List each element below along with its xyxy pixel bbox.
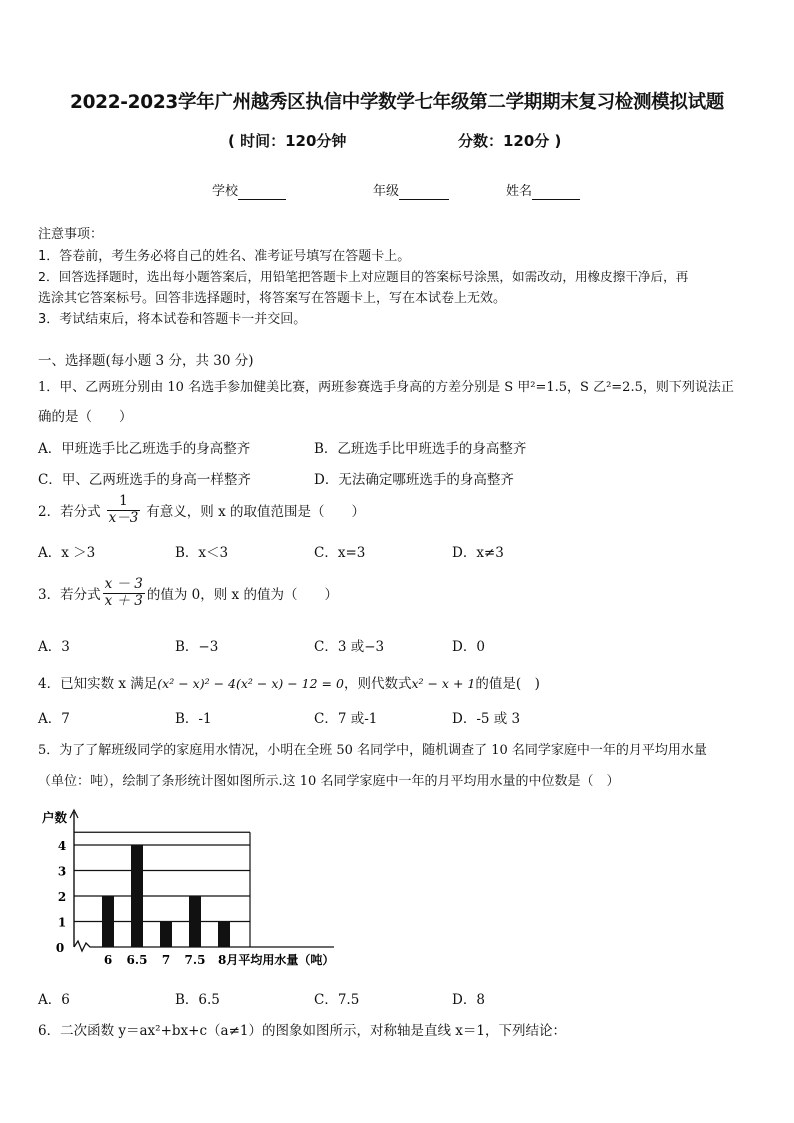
note-item: 1．答卷前，考生务必将自己的姓名、准考证号填写在答题卡上。 [38, 249, 411, 264]
q4-option-d[interactable]: D．-5 或 3 [452, 711, 521, 727]
q2-denominator: x－3 [108, 509, 139, 526]
name-label: 姓名 [506, 184, 533, 199]
y-tick-label: 4 [57, 839, 67, 853]
q3-numerator: x － 3 [104, 576, 143, 592]
x-tick-label: 7 [161, 953, 171, 967]
q2-fraction [107, 494, 141, 526]
q5-option-b[interactable]: B．6.5 [175, 992, 220, 1008]
grade-blank[interactable] [399, 184, 449, 200]
q5-option-a[interactable]: A．6 [38, 992, 70, 1008]
y-tick-label: 1 [57, 915, 67, 930]
section-heading: 一、选择题(每小题 3 分，共 30 分) [38, 353, 254, 369]
q4-stem [38, 672, 540, 692]
bar-8 [218, 922, 230, 948]
page-title: 2022-2023学年广州越秀区执信中学数学七年级第二学期期末复习检测模拟试题 [70, 92, 724, 113]
q2-prefix: 2．若分式 [38, 504, 101, 521]
q5-stem: 5．为了了解班级同学的家庭用水情况，小明在全班 50 名同学中，随机调查了 10 名同学家庭中一年的月平均用水量 [38, 743, 707, 758]
y-axis-label: 户数 [42, 810, 68, 825]
note-item: 2．回答选择题时，选出每小题答案后，用铅笔把答题卡上对应题目的答案标号涂黑，如需改动，用橡皮擦干净后，再 [38, 269, 689, 284]
q4-equation: (x² − x)² − 4(x² − x) − 12 = 0 [157, 676, 344, 691]
q2-option-b[interactable]: B．x＜3 [175, 545, 229, 561]
bar-6 [102, 896, 114, 947]
q2-option-a[interactable]: A．x ＞3 [38, 545, 96, 561]
q4-option-c[interactable]: C．7 或-1 [314, 711, 378, 727]
q4-suffix: 的值是( ) [475, 676, 540, 692]
water-usage-bar-chart [34, 806, 364, 968]
x-tick-label: 6 [103, 953, 113, 967]
q3-option-b[interactable]: B．−3 [175, 639, 219, 655]
note-item: 选涂其它答案标号。回答非选择题时，将答案写在答题卡上，写在本试卷上无效。 [38, 291, 507, 306]
grade-label: 年级 [373, 184, 400, 199]
q3-option-a[interactable]: A．3 [38, 639, 70, 655]
q2-option-c[interactable]: C．x=3 [314, 545, 366, 561]
q3-option-d[interactable]: D．0 [452, 639, 485, 655]
x-tick-label-last: 8 [218, 953, 227, 967]
q1-stem: 1．甲、乙两班分别由 10 名选手参加健美比赛，两班参赛选手身高的方差分别是 S 甲²=1.5，S 乙²=2.5，则下列说法正 [38, 380, 734, 395]
q1-option-b[interactable]: B．乙班选手比甲班选手的身高整齐 [314, 441, 527, 457]
exam-time: ( 时间：120分钟 [228, 132, 347, 150]
name-blank[interactable] [532, 184, 580, 200]
q5-stem-cont: （单位：吨），绘制了条形统计图如图所示.这 10 名同学家庭中一年的月平均用水量的中位数是（ ） [38, 774, 620, 789]
x-axis-title: 月平均用水量（吨） [226, 953, 335, 967]
q1-stem-cont: 确的是（ ） [38, 409, 133, 425]
x-axis-label [218, 952, 334, 967]
q3-fraction [103, 577, 145, 609]
x-tick-label: 7.5 [184, 953, 206, 967]
q2-numerator: 1 [119, 493, 128, 509]
q4-option-b[interactable]: B．-1 [175, 711, 212, 727]
q3-option-c[interactable]: C．3 或−3 [314, 639, 385, 655]
exam-score: 分数：120分 ) [458, 132, 562, 150]
origin-label: 0 [55, 941, 65, 955]
note-item: 3．考试结束后，将本试卷和答题卡一并交回。 [38, 312, 307, 327]
q3-stem [38, 577, 338, 609]
name-field[interactable] [506, 180, 580, 200]
q1-option-d[interactable]: D．无法确定哪班选手的身高整齐 [314, 472, 514, 488]
q6-stem: 6．二次函数 y＝ax²+bx+c（a≠1）的图象如图所示，对称轴是直线 x＝1，下列结论： [38, 1023, 566, 1039]
q3-prefix: 3．若分式 [38, 587, 101, 604]
q1-option-c[interactable]: C．甲、乙两班选手的身高一样整齐 [38, 472, 251, 488]
bar-7 [160, 922, 172, 948]
q1-option-a[interactable]: A．甲班选手比乙班选手的身高整齐 [38, 441, 251, 457]
school-label: 学校 [212, 184, 239, 199]
y-tick-label: 2 [57, 890, 67, 904]
x-tick-label: 6.5 [126, 953, 148, 967]
q2-stem [38, 494, 365, 526]
notes-heading: 注意事项： [38, 227, 104, 242]
bar-7.5 [189, 896, 201, 947]
q2-option-d[interactable]: D．x≠3 [452, 545, 504, 561]
q3-denominator: x ＋ 3 [104, 592, 143, 609]
q4-option-a[interactable]: A．7 [38, 711, 70, 727]
bar-6.5 [131, 845, 143, 947]
q5-option-d[interactable]: D．8 [452, 992, 485, 1008]
q4-mid: ，则代数式 [343, 676, 412, 692]
school-blank[interactable] [238, 184, 286, 200]
y-tick-label: 3 [57, 864, 67, 879]
grade-field[interactable] [373, 180, 449, 200]
q3-suffix: 的值为 0，则 x 的值为（ ） [146, 587, 338, 604]
school-field[interactable] [212, 180, 286, 200]
q5-option-c[interactable]: C．7.5 [314, 992, 360, 1008]
q4-prefix: 4．已知实数 x 满足 [38, 676, 158, 692]
q4-expression: x² − x + 1 [411, 676, 476, 691]
q2-suffix: 有意义，则 x 的取值范围是（ ） [146, 504, 365, 521]
